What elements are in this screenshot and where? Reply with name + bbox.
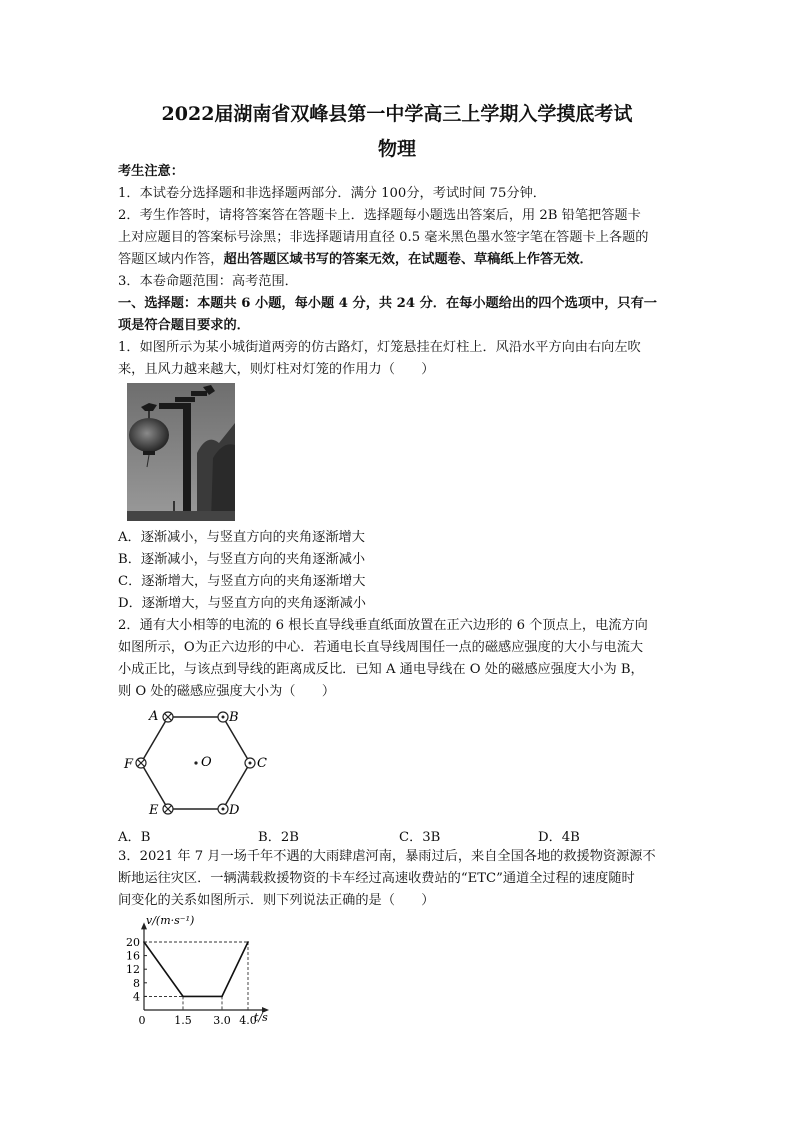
notice-item-3: 3．本卷命题范围：高考范围． (118, 274, 298, 289)
label-c: C (257, 756, 267, 771)
q1-stem-line-2: 来，且风力越来越大，则灯柱对灯笼的作用力（ ） (118, 362, 435, 377)
notice-item-2-normal: 答题区域内作答， (118, 252, 224, 267)
exam-subject: 物理 (377, 138, 416, 160)
label-f: F (124, 757, 134, 772)
y-tick-label-3: 16 (126, 949, 140, 963)
y-tick-label-0: 4 (133, 990, 140, 1004)
q1-option-b: B．逐渐减小，与竖直方向的夹角逐渐减小 (118, 552, 366, 567)
q3-stem-line-2: 断地运往灾区．一辆满载救援物资的卡车经过高速收费站的“ETC”通道全过程的速度随时 (118, 871, 635, 886)
notice-item-2-line-1: 2．考生作答时，请将答案答在答题卡上．选择题每小题选出答案后，用 2B 铅笔把答题卡 (118, 208, 641, 223)
data-point-2 (221, 996, 223, 998)
notice-item-1: 1．本试卷分选择题和非选择题两部分．满分 100分，考试时间 75分钟． (118, 186, 546, 201)
wire-d-out-of-page (218, 804, 228, 814)
x-tick-label-0: 0 (138, 1014, 146, 1027)
q1-stem-line-1: 1．如图所示为某小城街道两旁的仿古路灯，灯笼悬挂在灯柱上．风沿水平方向由右向左吹 (118, 340, 641, 355)
series-line (144, 942, 248, 996)
wire-b-out-of-page (218, 712, 228, 722)
y-axis-label: v/(m·s⁻¹) (146, 914, 195, 927)
q1-option-a: A．逐渐减小，与竖直方向的夹角逐渐增大 (118, 530, 365, 545)
label-e: E (149, 803, 159, 818)
q3-stem-line-3: 间变化的关系如图所示．则下列说法正确的是（ ） (118, 893, 435, 908)
data-point-1 (182, 996, 184, 998)
q2-stem-line-2: 如图所示，O为正六边形的中心．若通电长直导线周围任一点的磁感应强度的大小与电流大 (118, 640, 644, 655)
notice-item-2-line-2: 上对应题目的答案标号涂黑；非选择题请用直径 0.5 毫米黑色墨水签字笔在答题卡上各题的 (118, 230, 649, 245)
notice-item-2-line-3 (118, 251, 593, 269)
notice-heading: 考生注意： (118, 164, 184, 179)
q3-stem-line-1: 3．2021 年 7 月一场千年不遇的大雨肆虐河南，暴雨过后，来自全国各地的救援物资源源不 (118, 849, 656, 864)
q2-option-d: D．4B (538, 830, 580, 845)
hexagon-diagram (118, 704, 278, 822)
q1-option-c: C．逐渐增大，与竖直方向的夹角逐渐增大 (118, 574, 366, 589)
street-lamp-photo (127, 383, 235, 521)
y-tick-label-1: 8 (133, 976, 140, 990)
wire-c-out-of-page (245, 758, 255, 768)
x-tick-label-3: 4.0 (239, 1014, 257, 1027)
wire-a-into-page (163, 712, 173, 722)
data-point-3 (247, 941, 249, 943)
notice-item-2-bold: 超出答题区域书写的答案无效，在试题卷、草稿纸上作答无效． (223, 252, 593, 267)
section-1-line-2: 项是符合题目要求的． (118, 318, 250, 333)
label-d: D (229, 803, 240, 818)
q2-stem-line-3: 小成正比，与该点到导线的距离成反比．已知 A 通电导线在 O 处的磁感应强度大小为 B， (118, 662, 644, 677)
q2-stem-line-4: 则 O 处的磁感应强度大小为（ ） (118, 684, 336, 699)
velocity-time-chart (118, 910, 278, 1028)
q1-option-d: D．逐渐增大，与竖直方向的夹角逐渐减小 (118, 596, 366, 611)
section-1-line-1: 一、选择题：本题共 6 小题，每小题 4 分，共 24 分．在每小题给出的四个选项中，只有一 (118, 296, 657, 311)
label-a: A (149, 709, 159, 724)
label-b: B (229, 710, 239, 725)
x-axis-label: t/s (254, 1011, 268, 1024)
center-point-o (194, 761, 197, 764)
q2-option-c: C．3B (399, 830, 441, 845)
x-tick-label-1: 1.5 (174, 1014, 192, 1027)
q2-option-a: A．B (118, 830, 151, 845)
y-tick-label-4: 20 (126, 936, 140, 949)
q2-stem-line-1: 2．通有大小相等的电流的 6 根长直导线垂直纸面放置在正六边形的 6 个顶点上，电流方向 (118, 618, 648, 633)
exam-title: 2022届湖南省双峰县第一中学高三上学期入学摸底考试 (161, 103, 633, 125)
wire-e-into-page (163, 804, 173, 814)
label-o: O (201, 755, 212, 770)
q2-option-b: B．2B (258, 830, 299, 845)
wire-f-into-page (136, 758, 146, 768)
x-tick-label-2: 3.0 (213, 1014, 231, 1027)
y-tick-label-2: 12 (126, 963, 140, 977)
